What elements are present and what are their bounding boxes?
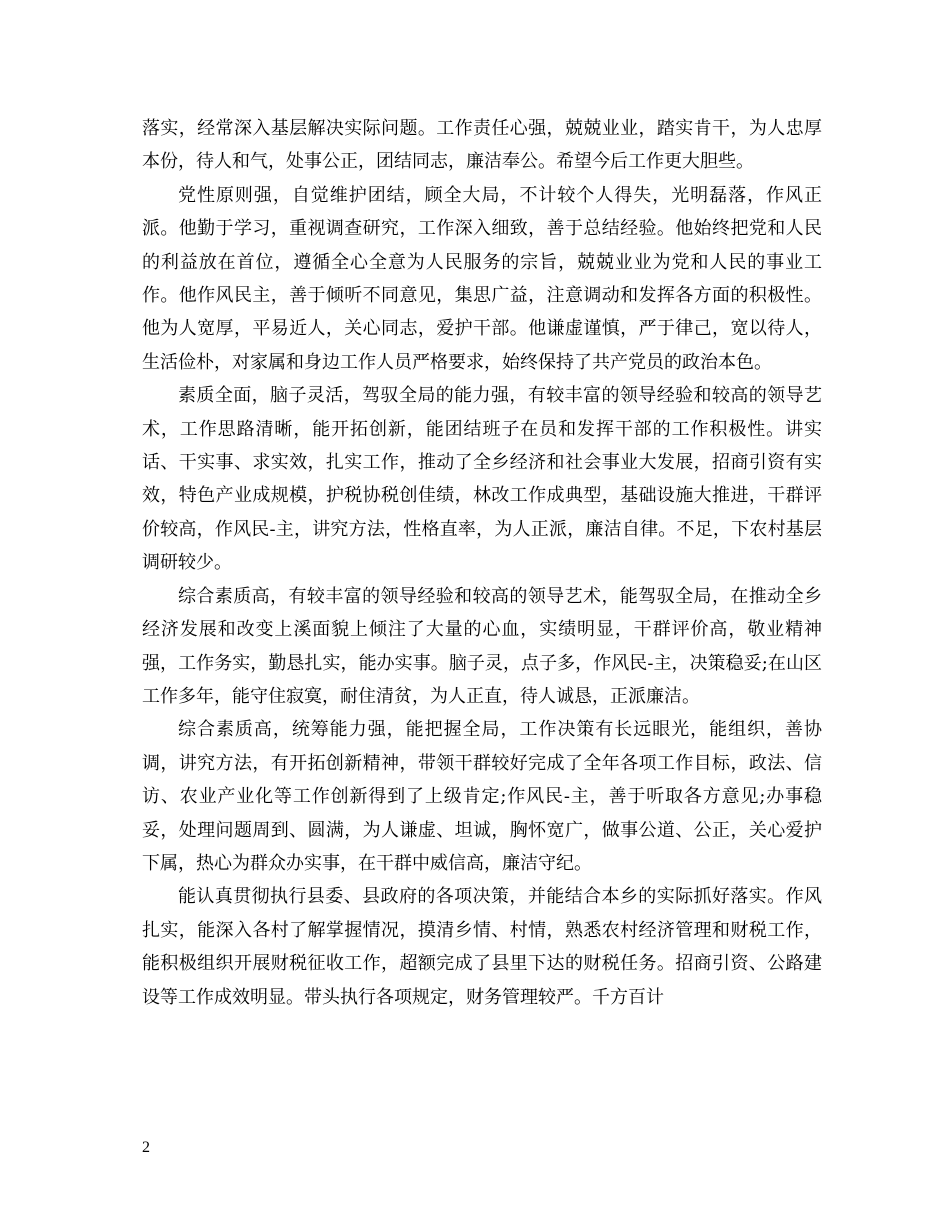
document-body	[142, 112, 822, 1014]
paragraph-6: 能认真贯彻执行县委、县政府的各项决策，并能结合本乡的实际抓好落实。作风扎实，能深入各村了解掌握情况，摸清乡情、村情，熟悉农村经济管理和财税工作，能积极组织开展财税征收工作，超额完成了县里下达的财税任务。招商引资、公路建设等工作成效明显。带头执行各项规定，财务管理较严。千方百计	[142, 886, 822, 1008]
page-number: 2	[142, 1139, 150, 1156]
paragraph-1: 落实，经常深入基层解决实际问题。工作责任心强，兢兢业业，踏实肯干，为人忠厚本份，待人和气，处事公正，团结同志，廉洁奉公。希望今后工作更大胆些。	[142, 118, 822, 173]
paragraph-4: 综合素质高，有较丰富的领导经验和较高的领导艺术，能驾驭全局，在推动全乡经济发展和改变上溪面貌上倾注了大量的心血，实绩明显，干群评价高，敬业精神强，工作务实，勤恳扎实，能办实事。脑子灵，点子多，作风民-主，决策稳妥;在山区工作多年，能守住寂寞，耐住清贫，为人正直，待人诚恳，正派廉洁。	[142, 585, 822, 707]
paragraph-3: 素质全面，脑子灵活，驾驭全局的能力强，有较丰富的领导经验和较高的领导艺术，工作思路清晰，能开拓创新，能团结班子在员和发挥干部的工作积极性。讲实话、干实事、求实效，扎实工作，推动了全乡经济和社会事业大发展，招商引资有实效，特色产业成规模，护税协税创佳绩，林改工作成典型，基础设施大推进，干群评价较高，作风民-主，讲究方法，性格直率，为人正派，廉洁自律。不足，下农村基层调研较少。	[142, 385, 822, 574]
paragraph-5: 综合素质高，统筹能力强，能把握全局，工作决策有长远眼光，能组织，善协调，讲究方法，有开拓创新精神，带领干群较好完成了全年各项工作目标，政法、信访、农业产业化等工作创新得到了上级肯定;作风民-主，善于听取各方意见;办事稳妥，处理问题周到、圆满，为人谦虚、坦诚，胸怀宽广，做事公道、公正，关心爱护下属，热心为群众办实事，在干群中威信高，廉洁守纪。	[142, 719, 822, 874]
paragraph-2: 党性原则强，自觉维护团结，顾全大局，不计较个人得失，光明磊落，作风正派。他勤于学习，重视调查研究，工作深入细致，善于总结经验。他始终把党和人民的利益放在首位，遵循全心全意为人民服务的宗旨，兢兢业业为党和人民的事业工作。他作风民主，善于倾听不同意见，集思广益，注意调动和发挥各方面的积极性。他为人宽厚，平易近人，关心同志，爱护干部。他谦虚谨慎，严于律己，宽以待人，生活俭朴，对家属和身边工作人员严格要求，始终保持了共产党员的政治本色。	[142, 184, 822, 373]
